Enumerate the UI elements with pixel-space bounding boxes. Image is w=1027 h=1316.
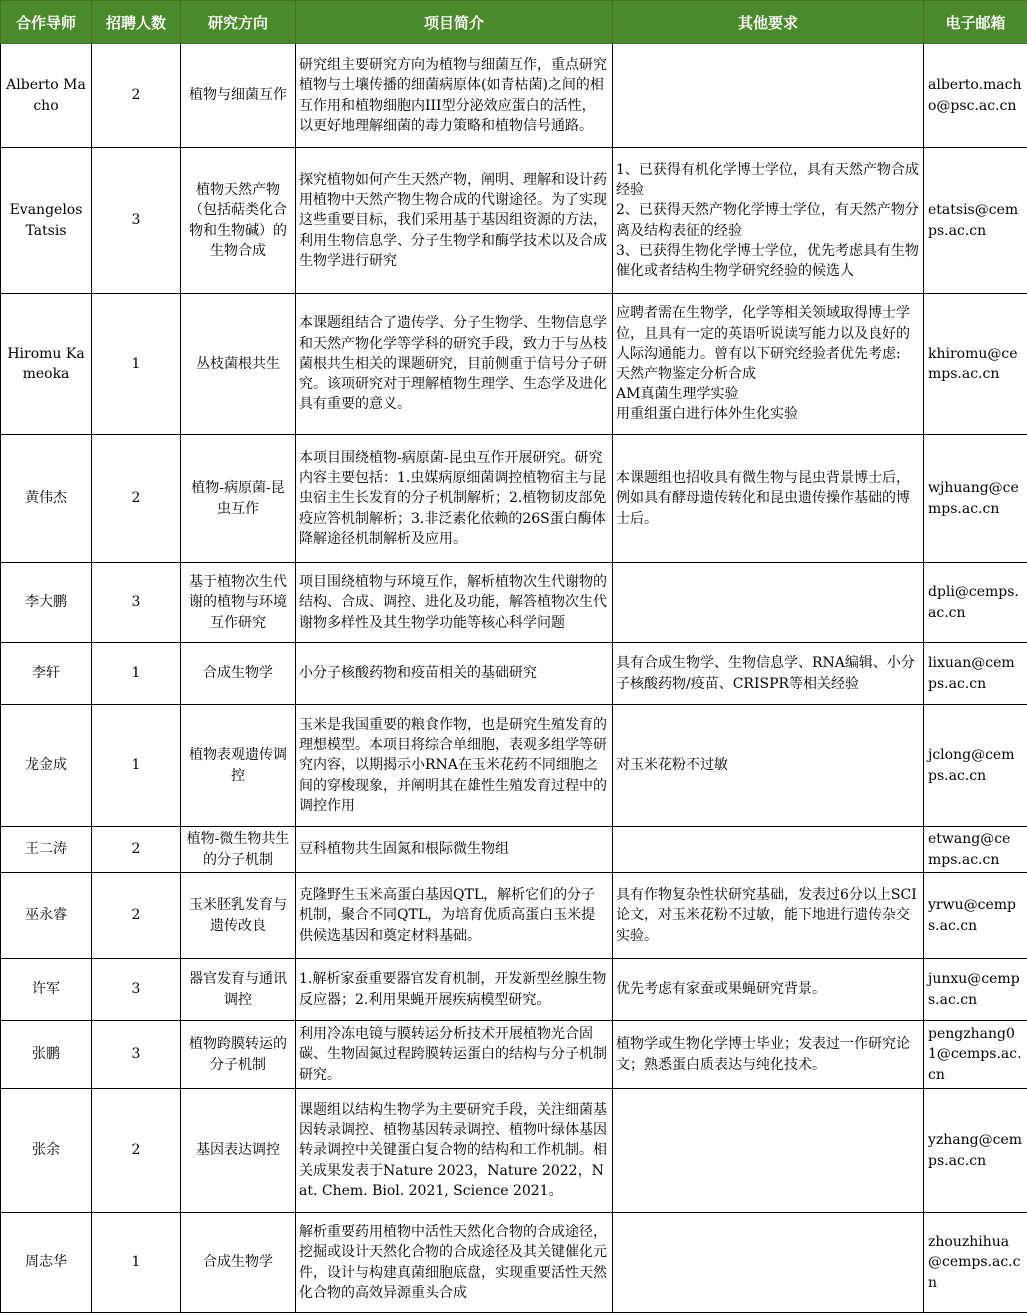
- table-row: [1, 1089, 1027, 1213]
- table-row: [1, 959, 1027, 1021]
- other-requirements: 优先考虑有家蚕或果蝇研究背景。: [613, 959, 924, 1021]
- advisor-name: 周志华: [1, 1213, 92, 1313]
- table-row: [1, 435, 1027, 563]
- email-address[interactable]: etatsis@cemps.ac.cn: [924, 148, 1027, 294]
- other-requirements: 植物学或生物化学博士毕业；发表过一作研究论文；熟悉蛋白质表达与纯化技术。: [613, 1021, 924, 1089]
- table-row: [1, 1213, 1027, 1313]
- other-requirements: [613, 1089, 924, 1213]
- email-address[interactable]: zhouzhihua@cemps.ac.cn: [924, 1213, 1027, 1313]
- email-address[interactable]: lixuan@cemps.ac.cn: [924, 643, 1027, 705]
- advisor-name: Alberto Macho: [1, 44, 92, 148]
- email-address[interactable]: wjhuang@cemps.ac.cn: [924, 435, 1027, 563]
- header-email: 电子邮箱: [924, 1, 1027, 44]
- table-row: [1, 827, 1027, 873]
- recruit-count: 3: [92, 1021, 181, 1089]
- advisor-name: 许军: [1, 959, 92, 1021]
- header-requirements: 其他要求: [613, 1, 924, 44]
- email-address[interactable]: junxu@cemps.ac.cn: [924, 959, 1027, 1021]
- email-address[interactable]: alberto.macho@psc.ac.cn: [924, 44, 1027, 148]
- table-row: [1, 1021, 1027, 1089]
- email-address[interactable]: jclong@cemps.ac.cn: [924, 705, 1027, 827]
- recruit-count: 1: [92, 705, 181, 827]
- research-direction: 合成生物学: [181, 643, 296, 705]
- recruit-count: 2: [92, 1089, 181, 1213]
- research-direction: 器官发育与通讯调控: [181, 959, 296, 1021]
- advisor-name: 张鹏: [1, 1021, 92, 1089]
- other-requirements: 具有合成生物学、生物信息学、RNA编辑、小分子核酸药物/疫苗、CRISPR等相关经验: [613, 643, 924, 705]
- other-requirements: 本课题组也招收具有微生物与昆虫背景博士后，例如具有酵母遗传转化和昆虫遗传操作基础的博士后。: [613, 435, 924, 563]
- other-requirements: 具有作物复杂性状研究基础，发表过6分以上SCI论文，对玉米花粉不过敏，能下地进行遗传杂交实验。: [613, 873, 924, 959]
- recruit-count: 2: [92, 435, 181, 563]
- recruit-count: 2: [92, 44, 181, 148]
- project-intro: 利用冷冻电镜与膜转运分析技术开展植物光合固碳、生物固氮过程跨膜转运蛋白的结构与分子机制研究。: [296, 1021, 613, 1089]
- advisor-name: 张余: [1, 1089, 92, 1213]
- advisor-name: 巫永睿: [1, 873, 92, 959]
- header-advisor: 合作导师: [1, 1, 92, 44]
- other-requirements: [613, 563, 924, 643]
- project-intro: 玉米是我国重要的粮食作物，也是研究生殖发育的理想模型。本项目将综合单细胞，表观多组学等研究内容，以期揭示小RNA在玉米花药不同细胞之间的穿梭现象，并阐明其在雄性生殖发育过程中的调控作用: [296, 705, 613, 827]
- recruit-count: 3: [92, 148, 181, 294]
- other-requirements: [613, 827, 924, 873]
- project-intro: 小分子核酸药物和疫苗相关的基础研究: [296, 643, 613, 705]
- table-row: [1, 873, 1027, 959]
- recruit-count: 3: [92, 959, 181, 1021]
- advisor-name: 王二涛: [1, 827, 92, 873]
- email-address[interactable]: dpli@cemps.ac.cn: [924, 563, 1027, 643]
- project-intro: 本项目围绕植物-病原菌-昆虫互作开展研究。研究内容主要包括：1.虫媒病原细菌调控植物宿主与昆虫宿主生长发育的分子机制解析；2.植物韧皮部免疫应答机制解析；3.非泛素化依赖的26S蛋白酶体降解途径机制解析及应用。: [296, 435, 613, 563]
- header-direction: 研究方向: [181, 1, 296, 44]
- project-intro: 课题组以结构生物学为主要研究手段，关注细菌基因转录调控、植物基因转录调控、植物叶绿体基因转录调控中关键蛋白复合物的结构和工作机制。相关成果发表于Nature 2023，Nature 2022，Nat. Chem. Biol. 2021, Science 2021。: [296, 1089, 613, 1213]
- table-row: [1, 148, 1027, 294]
- research-direction: 植物与细菌互作: [181, 44, 296, 148]
- email-address[interactable]: khiromu@cemps.ac.cn: [924, 294, 1027, 435]
- other-requirements: 1、已获得有机化学博士学位，具有天然产物合成经验 2、已获得天然产物化学博士学位，有天然产物分离及结构表征的经验 3、已获得生物化学博士学位，优先考虑具有生物催化或者结构生物学研究经验的候选人: [613, 148, 924, 294]
- table-row: [1, 643, 1027, 705]
- header-count: 招聘人数: [92, 1, 181, 44]
- advisor-name: Hiromu Kameoka: [1, 294, 92, 435]
- project-intro: 项目围绕植物与环境互作，解析植物次生代谢物的结构、合成、调控、进化及功能，解答植物次生代谢物多样性及其生物学功能等核心科学问题: [296, 563, 613, 643]
- email-address[interactable]: yrwu@cemps.ac.cn: [924, 873, 1027, 959]
- research-direction: 玉米胚乳发育与遗传改良: [181, 873, 296, 959]
- research-direction: 植物-病原菌-昆虫互作: [181, 435, 296, 563]
- project-intro: 研究组主要研究方向为植物与细菌互作，重点研究植物与土壤传播的细菌病原体(如青枯菌)之间的相互作用和植物细胞内III型分泌效应蛋白的活性，以更好地理解细菌的毒力策略和植物信号通路。: [296, 44, 613, 148]
- table-row: [1, 294, 1027, 435]
- project-intro: 克隆野生玉米高蛋白基因QTL，解析它们的分子机制，聚合不同QTL，为培育优质高蛋白玉米提供候选基因和奠定材料基础。: [296, 873, 613, 959]
- research-direction: 植物天然产物（包括萜类化合物和生物碱）的生物合成: [181, 148, 296, 294]
- recruit-count: 1: [92, 1213, 181, 1313]
- email-address[interactable]: etwang@cemps.ac.cn: [924, 827, 1027, 873]
- advisor-name: 李轩: [1, 643, 92, 705]
- advisor-name: 李大鹏: [1, 563, 92, 643]
- header-intro: 项目简介: [296, 1, 613, 44]
- other-requirements: [613, 1213, 924, 1313]
- research-direction: 合成生物学: [181, 1213, 296, 1313]
- other-requirements: 应聘者需在生物学，化学等相关领域取得博士学位，且具有一定的英语听说读写能力以及良好的人际沟通能力。曾有以下研究经验者优先考虑: 天然产物鉴定分析合成 AM真菌生理学实验 用重组蛋白进行体外生化实验: [613, 294, 924, 435]
- research-direction: 基于植物次生代谢的植物与环境互作研究: [181, 563, 296, 643]
- research-direction: 植物表观遗传调控: [181, 705, 296, 827]
- advisor-name: 龙金成: [1, 705, 92, 827]
- table-row: [1, 563, 1027, 643]
- project-intro: 探究植物如何产生天然产物，阐明、理解和设计药用植物中天然产物生物合成的代谢途径。为了实现这些重要目标，我们采用基于基因组资源的方法，利用生物信息学、分子生物学和酶学技术以及合成生物学进行研究: [296, 148, 613, 294]
- project-intro: 1.解析家蚕重要器官发育机制，开发新型丝腺生物反应器；2.利用果蝇开展疾病模型研究。: [296, 959, 613, 1021]
- recruit-count: 1: [92, 643, 181, 705]
- project-intro: 豆科植物共生固氮和根际微生物组: [296, 827, 613, 873]
- recruit-count: 3: [92, 563, 181, 643]
- table-row: [1, 705, 1027, 827]
- project-intro: 本课题组结合了遗传学、分子生物学、生物信息学和天然产物化学等学科的研究手段，致力于与丛枝菌根共生相关的课题研究，目前侧重于信号分子研究。该项研究对于理解植物生理学、生态学及进化具有重要的意义。: [296, 294, 613, 435]
- other-requirements: 对玉米花粉不过敏: [613, 705, 924, 827]
- recruit-count: 2: [92, 873, 181, 959]
- recruit-count: 2: [92, 827, 181, 873]
- other-requirements: [613, 44, 924, 148]
- research-direction: 丛枝菌根共生: [181, 294, 296, 435]
- recruit-count: 1: [92, 294, 181, 435]
- email-address[interactable]: pengzhang01@cemps.ac.cn: [924, 1021, 1027, 1089]
- project-intro: 解析重要药用植物中活性天然化合物的合成途径，挖掘或设计天然化合物的合成途径及其关键催化元件，设计与构建真菌细胞底盘，实现重要活性天然化合物的高效异源重头合成: [296, 1213, 613, 1313]
- advisor-name: Evangelos Tatsis: [1, 148, 92, 294]
- header-row: [1, 1, 1027, 44]
- table-row: [1, 44, 1027, 148]
- research-direction: 基因表达调控: [181, 1089, 296, 1213]
- advisor-name: 黄伟杰: [1, 435, 92, 563]
- email-address[interactable]: yzhang@cemps.ac.cn: [924, 1089, 1027, 1213]
- research-direction: 植物跨膜转运的分子机制: [181, 1021, 296, 1089]
- research-direction: 植物-微生物共生的分子机制: [181, 827, 296, 873]
